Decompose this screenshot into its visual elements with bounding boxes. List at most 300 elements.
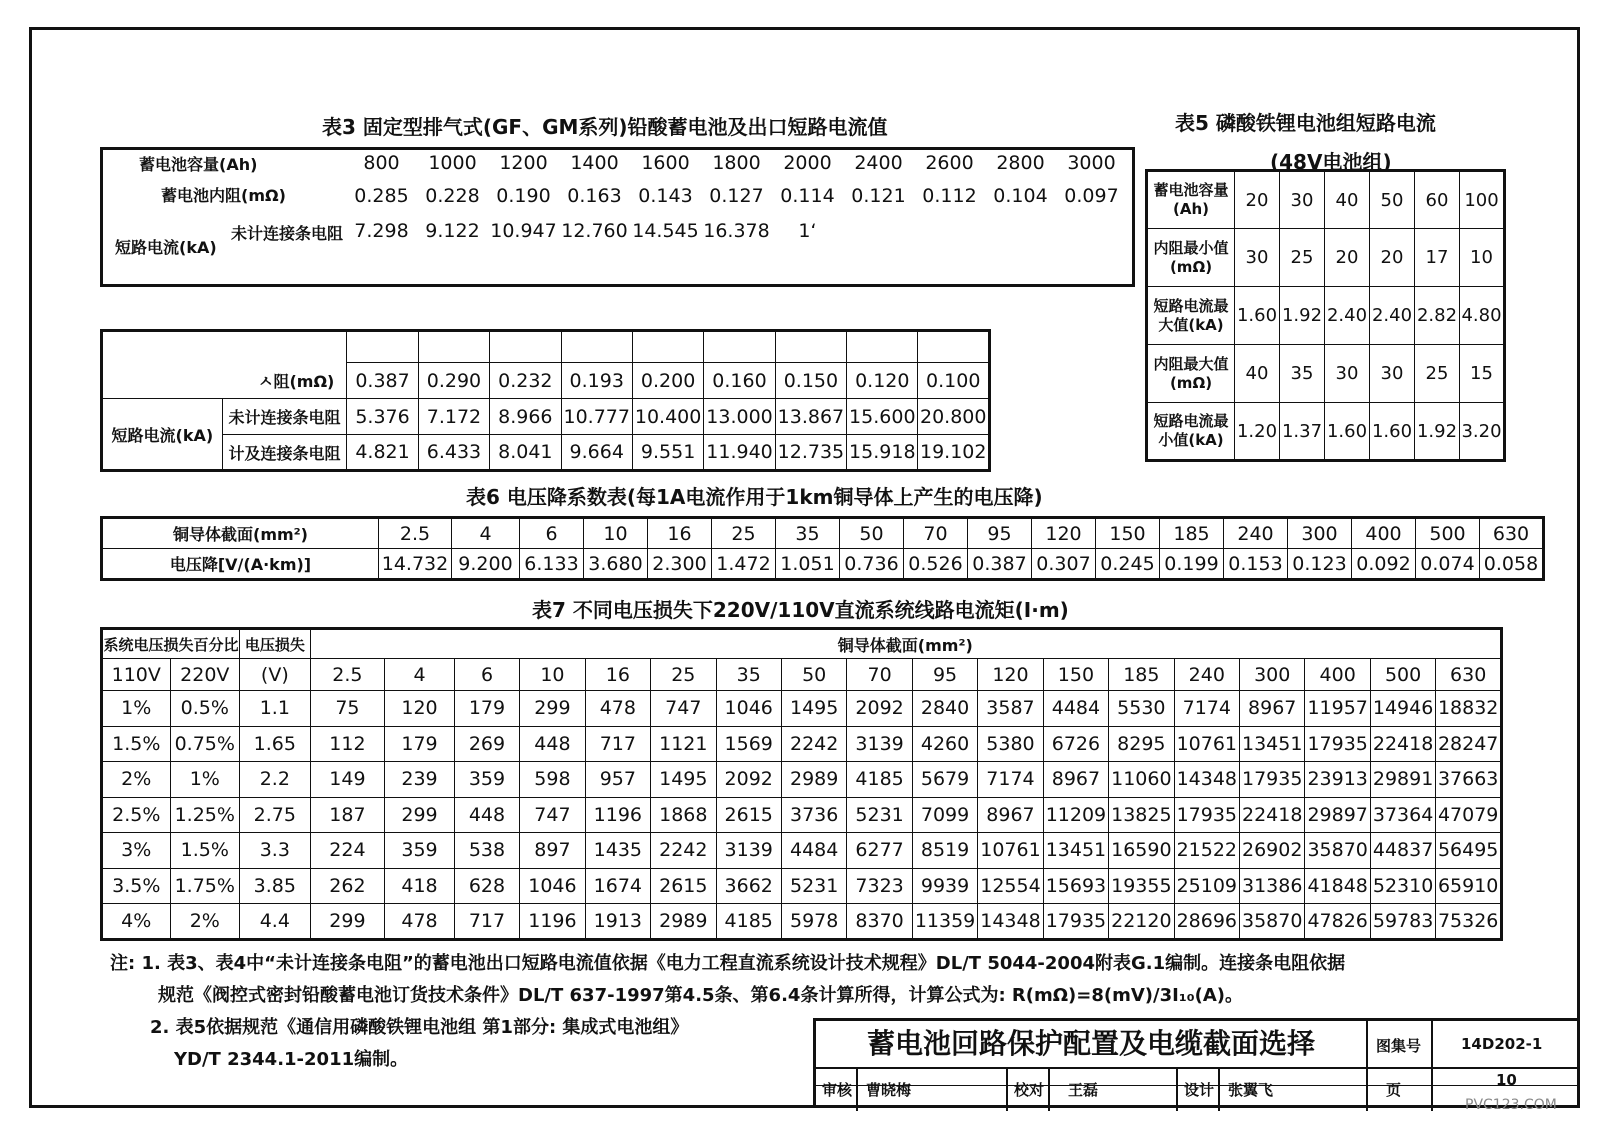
table5-cell-4-2: 1.60 xyxy=(1325,403,1370,461)
table6-sections-8: 70 xyxy=(904,518,968,549)
table7-cell-0-0: 1% xyxy=(102,691,171,727)
table6-sections-10: 120 xyxy=(1032,518,1096,549)
table3 xyxy=(100,147,1135,287)
table5-row-label-3: 内阻最大值(mΩ) xyxy=(1147,345,1235,403)
table4-row1-1: 7.172 xyxy=(418,399,489,435)
table4-blank-cell-7 xyxy=(847,331,918,363)
table4-row1-3: 10.777 xyxy=(561,399,632,435)
table5-cell-4-3: 1.60 xyxy=(1370,403,1415,461)
table6-drops-5: 1.472 xyxy=(712,549,776,580)
table4-row2-2: 8.041 xyxy=(490,435,561,471)
table3-current-0: 7.298 xyxy=(354,220,409,242)
table7-cell-4-13: 10761 xyxy=(978,833,1043,869)
table3-capacity-8: 2600 xyxy=(925,152,974,174)
table4-resistance-row xyxy=(102,363,990,399)
table6-sections-2: 6 xyxy=(520,518,584,549)
atlas-label: 图集号 xyxy=(1376,1037,1422,1055)
table5-cell-1-5: 10 xyxy=(1460,229,1505,287)
table7-cell-3-12: 7099 xyxy=(912,797,977,833)
table5-cell-3-5: 15 xyxy=(1460,345,1505,403)
table7-cell-0-15: 5530 xyxy=(1109,691,1174,727)
table6-drops-12: 0.199 xyxy=(1160,549,1224,580)
table4-row2-6: 12.735 xyxy=(775,435,846,471)
table4-row1-8: 20.800 xyxy=(918,399,990,435)
table7-cell-6-18: 47826 xyxy=(1305,904,1370,940)
table7-cell-0-13: 3587 xyxy=(978,691,1043,727)
table3-capacity-7: 2400 xyxy=(854,152,903,174)
table7-section-0: 2.5 xyxy=(310,659,385,691)
table7-section-header: 铜导体截面(mm²) xyxy=(310,629,1501,659)
table4-resistances-6: 0.150 xyxy=(775,363,846,399)
table7-cell-3-3: 187 xyxy=(310,797,385,833)
table7-cell-6-7: 1913 xyxy=(585,904,650,940)
table7-cell-2-15: 11060 xyxy=(1109,762,1174,798)
table7-row-2 xyxy=(102,762,1502,798)
table4-resistances-5: 0.160 xyxy=(704,363,775,399)
table4-row1-4: 10.400 xyxy=(632,399,703,435)
table6-sections-5: 25 xyxy=(712,518,776,549)
table6-drops-17: 0.058 xyxy=(1480,549,1544,580)
table5-cell-4-0: 1.20 xyxy=(1235,403,1280,461)
table3-title: 表3 固定型排气式(GF、GM系列)铅酸蓄电池及出口短路电流值 xyxy=(322,115,888,139)
table6-sections-7: 50 xyxy=(840,518,904,549)
table7-section-1: 4 xyxy=(385,659,455,691)
table5-cell-2-5: 4.80 xyxy=(1460,287,1505,345)
table6-drops-3: 3.680 xyxy=(584,549,648,580)
table7-cell-4-2: 3.3 xyxy=(240,833,311,869)
table7-cell-5-13: 12554 xyxy=(978,868,1043,904)
table7-cell-5-18: 41848 xyxy=(1305,868,1370,904)
table4-blank-cell-2 xyxy=(490,331,561,363)
table7-cell-3-2: 2.75 xyxy=(240,797,311,833)
table7-cell-2-11: 4185 xyxy=(847,762,912,798)
table3-capacity-6: 2000 xyxy=(783,152,832,174)
table7-cell-5-3: 262 xyxy=(310,868,385,904)
table5-cell-1-0: 30 xyxy=(1235,229,1280,287)
table6-drops-10: 0.307 xyxy=(1032,549,1096,580)
table6-sections-9: 95 xyxy=(968,518,1032,549)
table7-cell-2-3: 149 xyxy=(310,762,385,798)
table6-drops-2: 6.133 xyxy=(520,549,584,580)
table7-cell-3-4: 299 xyxy=(385,797,455,833)
table7-section-10: 120 xyxy=(978,659,1043,691)
table7-section-5: 25 xyxy=(651,659,716,691)
table7-cell-1-15: 8295 xyxy=(1109,726,1174,762)
table7-cell-3-0: 2.5% xyxy=(102,797,171,833)
table4-row2-label: 计及连接条电阻 xyxy=(222,435,347,471)
table7-cell-3-19: 37364 xyxy=(1370,797,1435,833)
table6-drops-7: 0.736 xyxy=(840,549,904,580)
table3-capacity-10: 3000 xyxy=(1067,152,1116,174)
table6-sections-6: 35 xyxy=(776,518,840,549)
table7-cell-2-17: 17935 xyxy=(1240,762,1305,798)
table7-cell-2-13: 7174 xyxy=(978,762,1043,798)
table6 xyxy=(100,516,1545,581)
table5-cell-3-3: 30 xyxy=(1370,345,1415,403)
table5-cell-3-0: 40 xyxy=(1235,345,1280,403)
table4-short-circuit-label: 短路电流(kA) xyxy=(102,399,223,471)
table7-cell-2-0: 2% xyxy=(102,762,171,798)
table3-capacity-row xyxy=(346,152,1127,174)
table4-resistances-8: 0.100 xyxy=(918,363,990,399)
table3-capacity-4: 1600 xyxy=(641,152,690,174)
table7-cell-1-14: 6726 xyxy=(1043,726,1108,762)
table7-cell-0-18: 11957 xyxy=(1305,691,1370,727)
table7-section-12: 185 xyxy=(1109,659,1174,691)
table4-row-counted xyxy=(102,435,990,471)
table7-cell-6-14: 17935 xyxy=(1043,904,1108,940)
table3-capacity-5: 1800 xyxy=(712,152,761,174)
drawing-name: 蓄电池回路保护配置及电缆截面选择 xyxy=(816,1021,1368,1069)
table7-cell-2-19: 29891 xyxy=(1370,762,1435,798)
table7-header-row2 xyxy=(102,659,1502,691)
check-label: 校对 xyxy=(1014,1081,1045,1099)
table7-cell-3-10: 3736 xyxy=(781,797,846,833)
table5-cell-3-1: 35 xyxy=(1280,345,1325,403)
table7-cell-0-4: 120 xyxy=(385,691,455,727)
table5-row-label-2: 短路电流最大值(kA) xyxy=(1147,287,1235,345)
table5 xyxy=(1145,169,1506,462)
table6-sections-12: 185 xyxy=(1160,518,1224,549)
table7-cell-0-6: 299 xyxy=(520,691,585,727)
table7-cell-1-10: 2242 xyxy=(781,726,846,762)
table7-section-16: 500 xyxy=(1370,659,1435,691)
table7-cell-5-15: 19355 xyxy=(1109,868,1174,904)
table7-cell-1-20: 28247 xyxy=(1436,726,1502,762)
table7-cell-0-9: 1046 xyxy=(716,691,781,727)
table7-cell-6-4: 478 xyxy=(385,904,455,940)
table7-cell-1-6: 448 xyxy=(520,726,585,762)
table7-cell-0-5: 179 xyxy=(454,691,519,727)
table7-cell-4-16: 21522 xyxy=(1174,833,1239,869)
table7-section-8: 70 xyxy=(847,659,912,691)
table7-header-row1 xyxy=(102,629,1502,659)
table7-cell-6-5: 717 xyxy=(454,904,519,940)
table7-cell-0-16: 7174 xyxy=(1174,691,1239,727)
table6-sections-11: 150 xyxy=(1096,518,1160,549)
table6-title: 表6 电压降系数表(每1A电流作用于1km铜导体上产生的电压降) xyxy=(466,485,1043,509)
table4-row1-2: 8.966 xyxy=(490,399,561,435)
table7-cell-5-11: 7323 xyxy=(847,868,912,904)
table6-sections-0: 2.5 xyxy=(379,518,452,549)
table7-cell-4-14: 13451 xyxy=(1043,833,1108,869)
table3-current-3: 12.760 xyxy=(561,220,628,242)
table4-blank-cell-8 xyxy=(918,331,990,363)
table3-current-2: 10.947 xyxy=(490,220,557,242)
table7-cell-1-1: 0.75% xyxy=(170,726,240,762)
table4-blank-cell-4 xyxy=(632,331,703,363)
table7-cell-0-8: 747 xyxy=(651,691,716,727)
table7-cell-3-20: 47079 xyxy=(1436,797,1502,833)
table7-row-1 xyxy=(102,726,1502,762)
table5-row-label-4: 短路电流最小值(kA) xyxy=(1147,403,1235,461)
table3-resistance-9: 0.104 xyxy=(993,185,1048,207)
table7-cell-5-5: 628 xyxy=(454,868,519,904)
table7-cell-1-19: 22418 xyxy=(1370,726,1435,762)
table7-cell-5-8: 2615 xyxy=(651,868,716,904)
table4-resistances-3: 0.193 xyxy=(561,363,632,399)
table7-cell-1-16: 10761 xyxy=(1174,726,1239,762)
table7-section-15: 400 xyxy=(1305,659,1370,691)
table5-cell-0-3: 50 xyxy=(1370,171,1415,229)
table7-cell-5-14: 15693 xyxy=(1043,868,1108,904)
table7-cell-4-12: 8519 xyxy=(912,833,977,869)
table4-blank-cell-5 xyxy=(704,331,775,363)
table7-cell-5-19: 52310 xyxy=(1370,868,1435,904)
table4-row-uncounted xyxy=(102,399,990,435)
table3-current-5: 16.378 xyxy=(703,220,770,242)
table6-sections-15: 400 xyxy=(1352,518,1416,549)
table4-blank-corner xyxy=(102,331,347,363)
table4-resistances-2: 0.232 xyxy=(490,363,561,399)
table5-cell-0-1: 30 xyxy=(1280,171,1325,229)
table7-cell-2-7: 957 xyxy=(585,762,650,798)
table6-drops-1: 9.200 xyxy=(452,549,520,580)
table3-sub-label: 未计连接条电阻 xyxy=(231,224,344,243)
table7-cell-6-2: 4.4 xyxy=(240,904,311,940)
table3-capacity-1: 1000 xyxy=(428,152,477,174)
table6-drops-14: 0.123 xyxy=(1288,549,1352,580)
table7-cell-5-4: 418 xyxy=(385,868,455,904)
table7-cell-2-6: 598 xyxy=(520,762,585,798)
table7-cell-6-15: 22120 xyxy=(1109,904,1174,940)
table6-sections-17: 630 xyxy=(1480,518,1544,549)
table7-cell-1-7: 717 xyxy=(585,726,650,762)
table5-row-label-1: 内阻最小值(mΩ) xyxy=(1147,229,1235,287)
table7-cell-1-8: 1121 xyxy=(651,726,716,762)
table5-cell-4-1: 1.37 xyxy=(1280,403,1325,461)
table7-cell-2-2: 2.2 xyxy=(240,762,311,798)
table4 xyxy=(100,329,991,472)
table4-row2-8: 19.102 xyxy=(918,435,990,471)
table4-blank-row xyxy=(102,331,990,363)
table7-cell-4-11: 6277 xyxy=(847,833,912,869)
table7-section-7: 50 xyxy=(781,659,846,691)
table5-cell-4-5: 3.20 xyxy=(1460,403,1505,461)
table7-section-17: 630 xyxy=(1436,659,1502,691)
table5-title: 表5 磷酸铁锂电池组短路电流 xyxy=(1175,111,1436,135)
table7-cell-3-18: 29897 xyxy=(1305,797,1370,833)
table5-cell-2-3: 2.40 xyxy=(1370,287,1415,345)
table7-cell-4-17: 26902 xyxy=(1240,833,1305,869)
table7-section-14: 300 xyxy=(1240,659,1305,691)
table7-cell-5-17: 31386 xyxy=(1240,868,1305,904)
table7-cell-1-18: 17935 xyxy=(1305,726,1370,762)
table3-resistance-0: 0.285 xyxy=(354,185,409,207)
table7-cell-5-20: 65910 xyxy=(1436,868,1502,904)
table4-resistances-1: 0.290 xyxy=(418,363,489,399)
table3-capacity-9: 2800 xyxy=(996,152,1045,174)
table7-cell-3-13: 8967 xyxy=(978,797,1043,833)
table7-cell-4-6: 897 xyxy=(520,833,585,869)
table7-cell-3-6: 747 xyxy=(520,797,585,833)
table4-blank-cell-6 xyxy=(775,331,846,363)
table7-section-2: 6 xyxy=(454,659,519,691)
table3-current-row xyxy=(346,220,843,242)
table7-section-6: 35 xyxy=(716,659,781,691)
table7-cell-6-19: 59783 xyxy=(1370,904,1435,940)
table5-cell-2-0: 1.60 xyxy=(1235,287,1280,345)
table7-cell-0-17: 8967 xyxy=(1240,691,1305,727)
table3-short-circuit-label: 短路电流(kA) xyxy=(115,238,217,257)
table7-cell-1-12: 4260 xyxy=(912,726,977,762)
table6-drops-9: 0.387 xyxy=(968,549,1032,580)
table4-row2-5: 11.940 xyxy=(704,435,775,471)
table7-cell-0-1: 0.5% xyxy=(170,691,240,727)
table3-resistance-4: 0.143 xyxy=(638,185,693,207)
table3-resistance-label: 蓄电池内阻(mΩ) xyxy=(161,186,286,205)
table6-drop-label: 电压降[V/(A·km)] xyxy=(102,549,379,580)
note-2b: YD/T 2344.1-2011编制。 xyxy=(174,1049,409,1070)
table7-cell-3-16: 17935 xyxy=(1174,797,1239,833)
page-label: 页 xyxy=(1386,1081,1402,1099)
table7-row-6 xyxy=(102,904,1502,940)
table3-current-4: 14.545 xyxy=(632,220,699,242)
table7-cell-4-19: 44837 xyxy=(1370,833,1435,869)
table7-section-4: 16 xyxy=(585,659,650,691)
table5-cell-0-4: 60 xyxy=(1415,171,1460,229)
table3-capacity-3: 1400 xyxy=(570,152,619,174)
table6-sections-13: 240 xyxy=(1224,518,1288,549)
table7-section-11: 150 xyxy=(1043,659,1108,691)
table7-row-5 xyxy=(102,868,1502,904)
table4-blank-cell-0 xyxy=(347,331,418,363)
table7-cell-1-13: 5380 xyxy=(978,726,1043,762)
table6-drops-6: 1.051 xyxy=(776,549,840,580)
table7-cell-0-20: 18832 xyxy=(1436,691,1502,727)
table7-cell-1-3: 112 xyxy=(310,726,385,762)
table7-cell-1-0: 1.5% xyxy=(102,726,171,762)
table7-cell-6-11: 8370 xyxy=(847,904,912,940)
table5-cell-2-1: 1.92 xyxy=(1280,287,1325,345)
table5-cell-3-2: 30 xyxy=(1325,345,1370,403)
table7-cell-0-14: 4484 xyxy=(1043,691,1108,727)
table3-resistance-3: 0.163 xyxy=(567,185,622,207)
table7-cell-2-9: 2092 xyxy=(716,762,781,798)
table7-cell-4-5: 538 xyxy=(454,833,519,869)
table7-cell-0-19: 14946 xyxy=(1370,691,1435,727)
designer-name: 张翼飞 xyxy=(1228,1081,1274,1099)
table7-cell-5-9: 3662 xyxy=(716,868,781,904)
table7-cell-3-14: 11209 xyxy=(1043,797,1108,833)
table7-cell-3-1: 1.25% xyxy=(170,797,240,833)
table5-cell-0-5: 100 xyxy=(1460,171,1505,229)
table7 xyxy=(100,627,1503,941)
table7-cell-4-18: 35870 xyxy=(1305,833,1370,869)
table7-cell-1-2: 1.65 xyxy=(240,726,311,762)
table7-cell-2-20: 37663 xyxy=(1436,762,1502,798)
table3-resistance-6: 0.114 xyxy=(780,185,835,207)
table7-cell-4-4: 359 xyxy=(385,833,455,869)
table3-resistance-2: 0.190 xyxy=(496,185,551,207)
table7-cell-1-5: 269 xyxy=(454,726,519,762)
table4-row2-4: 9.551 xyxy=(632,435,703,471)
table7-cell-6-16: 28696 xyxy=(1174,904,1239,940)
table7-cell-1-11: 3139 xyxy=(847,726,912,762)
table6-drops-15: 0.092 xyxy=(1352,549,1416,580)
table7-cell-3-9: 2615 xyxy=(716,797,781,833)
table7-cell-6-12: 11359 xyxy=(912,904,977,940)
table7-section-13: 240 xyxy=(1174,659,1239,691)
watermark: PVC123.COM xyxy=(1465,1097,1557,1113)
table7-cell-4-8: 2242 xyxy=(651,833,716,869)
note-1a: 注: 1. 表3、表4中“未计连接条电阻”的蓄电池出口短路电流值依据《电力工程直流系统设计技术规程》DL/T 5044-2004附表G.1编制。连接条电阻依据 xyxy=(110,953,1346,974)
table4-row2-7: 15.918 xyxy=(847,435,918,471)
table4-row1-label: 未计连接条电阻 xyxy=(222,399,347,435)
table7-cell-6-1: 2% xyxy=(170,904,240,940)
table5-cell-0-0: 20 xyxy=(1235,171,1280,229)
table7-cell-5-7: 1674 xyxy=(585,868,650,904)
table7-cell-3-5: 448 xyxy=(454,797,519,833)
table5-row-0 xyxy=(1147,171,1505,229)
table5-row-1 xyxy=(1147,229,1505,287)
table6-drops-16: 0.074 xyxy=(1416,549,1480,580)
table7-cell-5-0: 3.5% xyxy=(102,868,171,904)
table7-cell-6-9: 4185 xyxy=(716,904,781,940)
table7-cell-0-7: 478 xyxy=(585,691,650,727)
table7-110v-header: 110V xyxy=(102,659,171,691)
table7-cell-3-11: 5231 xyxy=(847,797,912,833)
table7-cell-5-12: 9939 xyxy=(912,868,977,904)
table4-row1-0: 5.376 xyxy=(347,399,418,435)
table7-row-3 xyxy=(102,797,1502,833)
table7-cell-3-8: 1868 xyxy=(651,797,716,833)
table7-cell-2-14: 8967 xyxy=(1043,762,1108,798)
table7-cell-3-17: 22418 xyxy=(1240,797,1305,833)
table3-resistance-8: 0.112 xyxy=(922,185,977,207)
table7-cell-3-15: 13825 xyxy=(1109,797,1174,833)
table7-cell-2-10: 2989 xyxy=(781,762,846,798)
table7-cell-4-9: 3139 xyxy=(716,833,781,869)
table6-drops-11: 0.245 xyxy=(1096,549,1160,580)
table4-row1-5: 13.000 xyxy=(704,399,775,435)
reviewer-name: 曹晓梅 xyxy=(866,1081,912,1099)
title-block xyxy=(813,1018,1580,1108)
table3-resistance-5: 0.127 xyxy=(709,185,764,207)
table7-cell-2-1: 1% xyxy=(170,762,240,798)
table5-row-label-0: 蓄电池容量(Ah) xyxy=(1147,171,1235,229)
table7-cell-2-4: 239 xyxy=(385,762,455,798)
table7-cell-6-20: 75326 xyxy=(1436,904,1502,940)
note-1b: 规范《阀控式密封铅酸蓄电池订货技术条件》DL/T 637-1997第4.5条、第6.4条计算所得，计算公式为: R(mΩ)=8(mV)/3I₁₀(A)。 xyxy=(158,985,1243,1006)
table7-cell-5-6: 1046 xyxy=(520,868,585,904)
table7-cell-6-13: 14348 xyxy=(978,904,1043,940)
table7-cell-4-15: 16590 xyxy=(1109,833,1174,869)
table7-cell-2-12: 5679 xyxy=(912,762,977,798)
table7-title: 表7 不同电压损失下220V/110V直流系统线路电流矩(I·m) xyxy=(532,598,1069,622)
table6-sections-3: 10 xyxy=(584,518,648,549)
table4-blank-cell-3 xyxy=(561,331,632,363)
table7-cell-0-11: 2092 xyxy=(847,691,912,727)
table4-blank-cell-1 xyxy=(418,331,489,363)
table7-section-9: 95 xyxy=(912,659,977,691)
table7-cell-0-12: 2840 xyxy=(912,691,977,727)
table6-section-row xyxy=(102,518,1544,549)
table7-cell-6-10: 5978 xyxy=(781,904,846,940)
design-label: 设计 xyxy=(1184,1081,1215,1099)
table5-subtitle: (48V电池组) xyxy=(1270,150,1392,174)
table7-cell-5-2: 3.85 xyxy=(240,868,311,904)
table4-resistances-0: 0.387 xyxy=(347,363,418,399)
table6-drops-0: 14.732 xyxy=(379,549,452,580)
table5-cell-1-4: 17 xyxy=(1415,229,1460,287)
table7-cell-0-2: 1.1 xyxy=(240,691,311,727)
note-2a: 2. 表5依据规范《通信用磷酸铁锂电池组 第1部分: 集成式电池组》 xyxy=(150,1017,689,1038)
table7-cell-4-20: 56495 xyxy=(1436,833,1502,869)
table5-cell-1-1: 25 xyxy=(1280,229,1325,287)
table6-drops-4: 2.300 xyxy=(648,549,712,580)
table7-cell-6-3: 299 xyxy=(310,904,385,940)
